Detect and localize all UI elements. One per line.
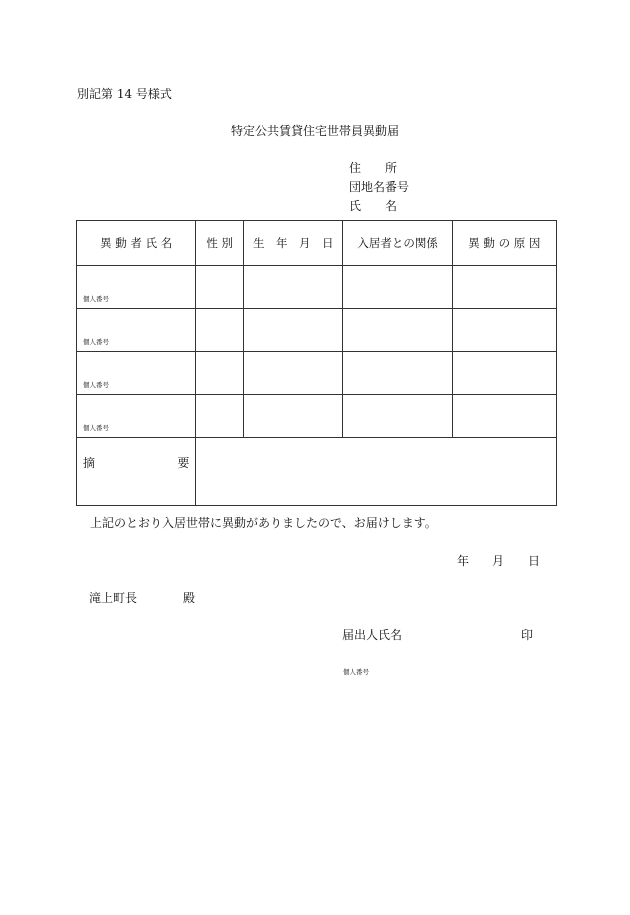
col-header-relationship: 入居者との関係 [343,221,452,266]
col-header-reason: 異 動 の 原 因 [452,221,556,266]
statement-text: 上記のとおり入居世帯に異動がありましたので、お届けします。 [90,516,437,530]
gender-cell[interactable] [196,352,244,395]
col-header-gender: 性 別 [196,221,244,266]
table-row [77,352,557,395]
birthdate-cell[interactable] [244,266,343,309]
addressee: 滝上町長 [89,591,138,605]
name-cell[interactable] [77,352,196,395]
date-month-label: 月 [492,554,505,568]
col-header-birthdate: 生 年 月 日 [244,221,343,266]
relationship-cell[interactable] [343,309,452,352]
table-row [77,395,557,438]
name-label: 氏 名 [349,199,398,213]
id-number-label: 個人番号 [83,338,109,346]
reason-cell[interactable] [452,352,556,395]
id-number-label: 個人番号 [83,424,109,432]
relationship-cell[interactable] [343,352,452,395]
reason-cell[interactable] [452,395,556,438]
birthdate-cell[interactable] [244,352,343,395]
reason-cell[interactable] [452,309,556,352]
date-day-label: 日 [528,554,541,568]
summary-field[interactable] [196,438,557,506]
summary-label-cell [77,438,196,506]
gender-cell[interactable] [196,266,244,309]
col-header-name: 異 動 者 氏 名 [77,221,196,266]
name-cell[interactable] [77,309,196,352]
relationship-cell[interactable] [343,395,452,438]
table-row [77,309,557,352]
name-cell[interactable] [77,266,196,309]
reason-cell[interactable] [452,266,556,309]
gender-cell[interactable] [196,309,244,352]
relationship-cell[interactable] [343,266,452,309]
complex-number-label: 団地名番号 [349,180,410,194]
form-title: 特定公共賃貸住宅世帯員異動届 [231,124,400,138]
id-number-label: 個人番号 [83,381,109,389]
summary-label-left: 摘 [83,455,96,470]
name-cell[interactable] [77,395,196,438]
date-year-label: 年 [457,554,470,568]
form-number: 別記第 14 号様式 [77,87,172,101]
honorific: 殿 [183,591,196,605]
seal-label: 印 [521,628,534,642]
table-header-row [77,221,557,266]
gender-cell[interactable] [196,395,244,438]
birthdate-cell[interactable] [244,395,343,438]
id-number-label: 個人番号 [83,295,109,303]
summary-row [77,438,557,506]
submitter-name-label: 届出人氏名 [342,628,403,642]
table-row [77,266,557,309]
address-label: 住 所 [349,161,398,175]
birthdate-cell[interactable] [244,309,343,352]
summary-label-right: 要 [177,455,190,470]
member-change-table [76,220,557,506]
submitter-id-label: 個人番号 [343,668,369,676]
